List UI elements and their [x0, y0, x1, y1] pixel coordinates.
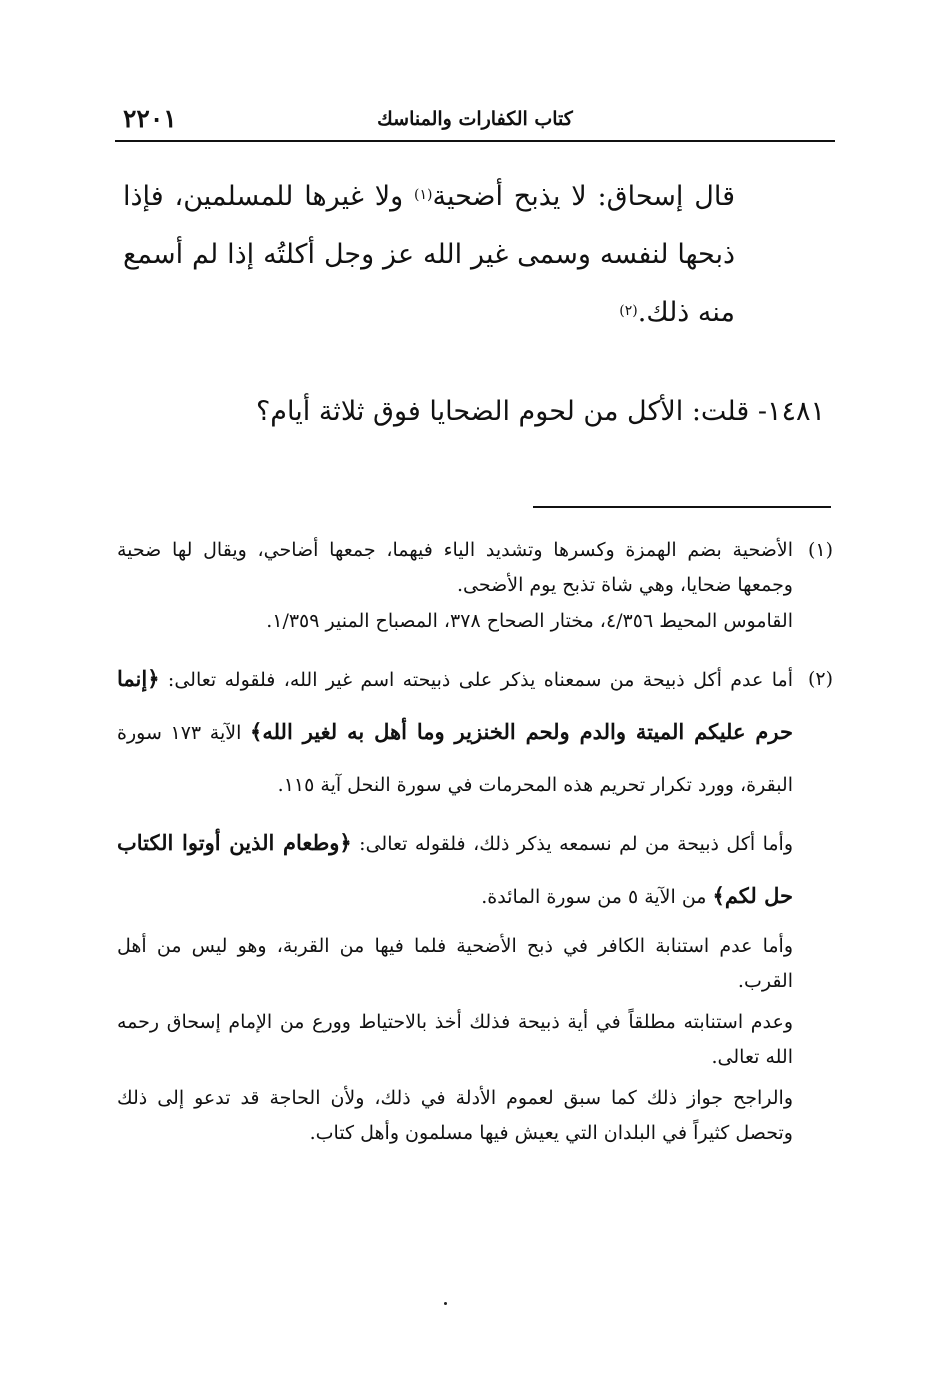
- page-number: ٢٢٠١: [123, 104, 177, 133]
- footnote-2-text-d: من الآية ٥ من سورة المائدة.: [481, 886, 713, 908]
- footnote-2-text-a: أما عدم أكل ذبيحة من سمعناه يذكر على ذبيحته اسم غير الله، فلقوله تعالى:: [159, 669, 793, 691]
- question-heading: ١٤٨١- قلت: الأكل من لحوم الضحايا فوق ثلاثة أيام؟: [255, 396, 825, 427]
- quran-verse-2: ﴿وطعام الذين أوتوا الكتاب حل لكم﴾: [117, 830, 793, 908]
- main-paragraph-part2: ولا غيرها للمسلمين، فإذا ذبحها لنفسه وسمى غير الله عز وجل أكلتُه إذا لم أسمع منه ذلك.: [123, 181, 735, 328]
- footnote-2: [117, 653, 833, 811]
- footnote-1: [117, 533, 833, 603]
- quran-verse-1: ﴿إنما حرم عليكم الميتة والدم ولحم الخنزير وما أهل به لغير الله﴾: [117, 666, 794, 744]
- page-header: [115, 88, 835, 142]
- footnote-1-mark: (١): [807, 539, 833, 561]
- footnote-2-mark: (٢): [807, 668, 833, 690]
- footnote-2-text-b: الآية ١٧٣ سورة البقرة، وورد تكرار تحريم هذه المحرمات في سورة النحل آية ١١٥.: [117, 722, 793, 796]
- main-paragraph-part1: قال إسحاق: لا يذبح أضحية: [432, 181, 735, 212]
- footnote-2-para-3: وأما عدم استنابة الكافر في ذبح الأضحية فلما فيها من القربة، وهو ليس من أهل القرب.: [117, 935, 793, 992]
- footnote-separator: [533, 506, 831, 508]
- main-text: [123, 168, 735, 342]
- footnote-2-para-4: وعدم استنابته مطلقاً في أية ذبيحة فذلك أخذ بالاحتياط وورع من الإمام إسحاق رحمه الله تعالى.: [117, 1011, 793, 1068]
- footnote-2-para-5: والراجح جواز ذلك كما سبق لعموم الأدلة في ذلك، ولأن الحاجة قد تدعو إلى ذلك وتحصل كثيراً في البلدان التي يعيش فيها مسلمون وأهل كتاب.: [117, 1087, 793, 1144]
- footnote-1-source: القاموس المحيط ٤/٣٥٦، مختار الصحاح ٣٧٨، المصباح المنير ١/٣٥٩.: [266, 610, 793, 632]
- footnote-2-para-2: [117, 817, 833, 923]
- running-title: كتاب الكفارات والمناسك: [377, 108, 573, 130]
- footnote-ref-1: (١): [414, 187, 433, 203]
- footnote-1-text: الأضحية بضم الهمزة وكسرها وتشديد الياء فيهما، جمعها أضاحي، ويقال لها ضحية وجمعها ضحايا، وهي شاة تذبح يوم الأضحى.: [117, 539, 793, 596]
- footnote-2-text-c: وأما أكل ذبيحة من لم نسمعه يذكر ذلك، فلقوله تعالى:: [351, 833, 793, 855]
- main-paragraph: [123, 168, 735, 342]
- footnote-ref-2: (٢): [619, 303, 638, 319]
- page-mark: [444, 1302, 447, 1305]
- footnotes: [117, 533, 833, 1151]
